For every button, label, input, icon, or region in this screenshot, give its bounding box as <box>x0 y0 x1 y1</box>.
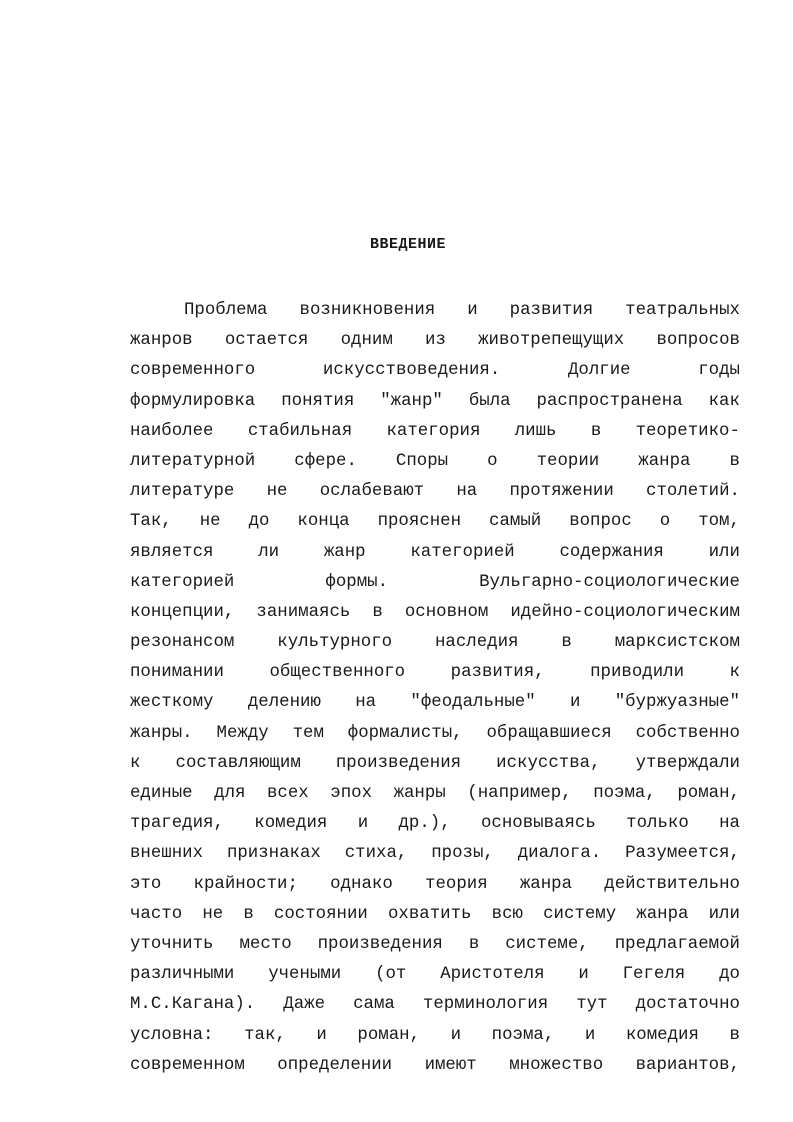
page-title: ВВЕДЕНИЕ <box>369 236 446 253</box>
word: искусства, <box>496 753 601 773</box>
body-paragraph <box>130 296 740 1081</box>
word: распространена <box>536 391 683 411</box>
word: основном <box>404 602 489 622</box>
word: др.), <box>398 814 451 834</box>
word: годы <box>698 361 740 381</box>
word: жанра <box>519 874 573 894</box>
word: идейно-социологическим <box>510 602 740 622</box>
word: сфере. <box>294 451 357 471</box>
word: до <box>719 965 740 985</box>
word: вариантов, <box>635 1055 740 1075</box>
word: так, <box>244 1025 286 1045</box>
text-line <box>130 356 740 386</box>
word: теория <box>425 874 488 894</box>
word: это <box>130 874 162 894</box>
word: вопрос <box>569 512 632 532</box>
word: в <box>729 1025 740 1045</box>
text-line <box>130 749 740 779</box>
text-line <box>130 598 740 628</box>
word: категорией <box>130 572 235 592</box>
word: всех <box>267 784 309 803</box>
word: Проблема <box>184 301 268 320</box>
word: жанра <box>638 451 691 471</box>
word: или <box>708 542 740 562</box>
word: комедия <box>254 814 328 834</box>
word: имеют <box>424 1055 477 1075</box>
word: и <box>569 693 581 713</box>
text-line <box>130 296 740 326</box>
word: к <box>130 753 141 773</box>
text-line <box>130 447 740 477</box>
word: жанров <box>130 331 193 351</box>
word: культурного <box>277 633 393 653</box>
word: действительно <box>604 874 740 894</box>
word: современном <box>130 1055 245 1075</box>
word: ли <box>258 542 280 562</box>
word: Гегеля <box>622 965 686 985</box>
word: множество <box>509 1055 604 1075</box>
word: жанры. <box>130 723 193 743</box>
word: стиха, <box>344 844 408 864</box>
word: в <box>372 602 383 622</box>
word: делению <box>247 693 321 713</box>
word: поэма, <box>593 784 656 803</box>
word: тут <box>576 995 608 1015</box>
text-line <box>130 628 740 658</box>
word: вопросов <box>656 331 740 351</box>
word: приводили <box>590 663 685 683</box>
word: Разумеется, <box>625 844 740 864</box>
word: развития <box>509 301 594 320</box>
text-line <box>130 568 740 598</box>
text-line <box>130 779 740 809</box>
word: прозы, <box>431 844 494 864</box>
word: условна: <box>130 1025 214 1045</box>
word: до <box>248 512 270 532</box>
word: в <box>729 451 740 471</box>
word: лишь <box>514 421 557 441</box>
word: терминология <box>422 995 549 1015</box>
word: литературной <box>130 451 256 471</box>
word: животрепещущих <box>478 331 625 351</box>
word: однако <box>330 874 393 894</box>
word: возникновения <box>299 301 436 320</box>
word: собственно <box>635 723 740 743</box>
text-line <box>130 507 740 537</box>
word: прояснен <box>377 512 462 532</box>
text-line <box>130 417 740 447</box>
word: Так, <box>130 512 172 532</box>
word: к <box>729 663 740 683</box>
word: на <box>719 814 740 834</box>
word: поэма, <box>491 1025 555 1045</box>
word: содержания <box>559 542 664 562</box>
word: составляющим <box>175 753 301 773</box>
word: является <box>130 542 214 562</box>
word: Даже <box>283 995 326 1015</box>
word: "буржуазные" <box>614 693 740 713</box>
word: самый <box>489 512 542 532</box>
word: столетий. <box>646 482 740 502</box>
word: определении <box>277 1055 393 1075</box>
text-line <box>130 1051 740 1081</box>
word: и <box>467 301 478 320</box>
word: жанры <box>393 784 446 803</box>
word: на <box>355 693 377 713</box>
word: была <box>468 391 511 411</box>
word: роман, <box>677 784 740 803</box>
text-line <box>130 538 740 568</box>
word: место <box>239 934 292 954</box>
word: М.С.Кагана). <box>130 995 256 1015</box>
text-line <box>130 658 740 688</box>
word: диалога. <box>517 844 602 864</box>
word: понимании <box>130 663 224 683</box>
word: протяжении <box>509 482 614 502</box>
word: всю <box>491 904 523 924</box>
word: охватить <box>388 904 472 924</box>
word: комедия <box>625 1025 699 1045</box>
word: Аристотеля <box>440 965 545 985</box>
word: учеными <box>268 965 342 985</box>
word: формулировка <box>130 391 256 411</box>
word: и <box>578 965 589 985</box>
word: жесткому <box>130 693 214 713</box>
word: Долгие <box>567 361 631 381</box>
word: тем <box>292 723 324 743</box>
word: произведения <box>335 753 462 773</box>
word: Между <box>216 723 269 743</box>
word: теоретико- <box>635 421 740 441</box>
word: концепции, <box>130 602 235 622</box>
word: предлагаемой <box>614 934 740 954</box>
word: сама <box>353 995 395 1015</box>
word: в <box>243 904 254 924</box>
word: ослабевают <box>319 482 425 502</box>
word: часто <box>130 904 183 924</box>
word: и <box>450 1025 462 1045</box>
word: занимаясь <box>256 602 351 622</box>
word: или <box>708 904 740 924</box>
word: не <box>266 482 288 502</box>
word: конца <box>297 512 350 532</box>
word: жанр <box>323 542 366 562</box>
word: теории <box>536 451 600 471</box>
word: формалисты, <box>347 723 463 743</box>
text-line <box>130 839 740 869</box>
text-line <box>130 809 740 839</box>
word: стабильная <box>247 421 353 441</box>
word: том, <box>698 512 740 532</box>
word: развития, <box>450 663 545 683</box>
word: общественного <box>269 663 406 683</box>
word: наследия <box>435 633 519 653</box>
word: системе, <box>505 934 589 954</box>
word: категория <box>386 421 481 441</box>
word: одним <box>340 331 393 351</box>
word: (например, <box>467 784 572 803</box>
word: остается <box>224 331 309 351</box>
word: из <box>425 331 446 351</box>
word: наиболее <box>130 421 214 441</box>
word: утверждали <box>635 753 740 773</box>
word: только <box>626 814 689 834</box>
text-line <box>130 870 740 900</box>
text-line <box>130 688 740 718</box>
word: искусствоведения. <box>322 361 501 381</box>
text-line <box>130 900 740 930</box>
text-line <box>130 960 740 990</box>
word: о <box>659 512 671 532</box>
word: уточнить <box>130 934 214 954</box>
word: систему <box>543 904 617 924</box>
text-line <box>130 326 740 356</box>
word: признаках <box>226 844 321 864</box>
word: современного <box>130 361 256 381</box>
word: в <box>590 421 602 441</box>
word: крайности; <box>193 874 298 894</box>
word: (от <box>375 965 407 985</box>
word: в <box>468 934 480 954</box>
word: в <box>561 633 572 653</box>
word: и <box>584 1025 596 1045</box>
word: и <box>357 814 369 834</box>
word: категорией <box>410 542 515 562</box>
text-line <box>130 387 740 417</box>
word: жанра <box>636 904 689 924</box>
word: Вульгарно-социологические <box>479 572 740 592</box>
word: как <box>708 391 740 411</box>
word: Споры <box>395 451 449 471</box>
word: марксистском <box>614 633 740 653</box>
text-line <box>130 990 740 1020</box>
text-line <box>130 930 740 960</box>
word: трагедия, <box>130 814 224 834</box>
word: не <box>199 512 221 532</box>
word: различными <box>130 965 235 985</box>
word: обращавшиеся <box>486 723 612 743</box>
word: состоянии <box>273 904 368 924</box>
word: достаточно <box>635 995 740 1015</box>
word: для <box>214 784 246 803</box>
word: внешних <box>130 844 204 864</box>
word: и <box>316 1025 327 1045</box>
word: "жанр" <box>380 391 443 411</box>
word: основываясь <box>481 814 596 834</box>
word: формы. <box>325 572 389 592</box>
word: эпох <box>330 784 373 803</box>
word: "феодальные" <box>410 693 536 713</box>
word: театральных <box>625 301 740 320</box>
word: о <box>487 451 498 471</box>
word: понятия <box>281 391 355 411</box>
word: литературе <box>130 482 235 502</box>
text-line <box>130 719 740 749</box>
word: не <box>202 904 224 924</box>
text-line <box>130 477 740 507</box>
word: произведения <box>317 934 443 954</box>
word: резонансом <box>130 633 235 653</box>
word: роман, <box>357 1025 421 1045</box>
word: на <box>456 482 478 502</box>
text-line <box>130 1021 740 1051</box>
word: единые <box>130 784 193 803</box>
